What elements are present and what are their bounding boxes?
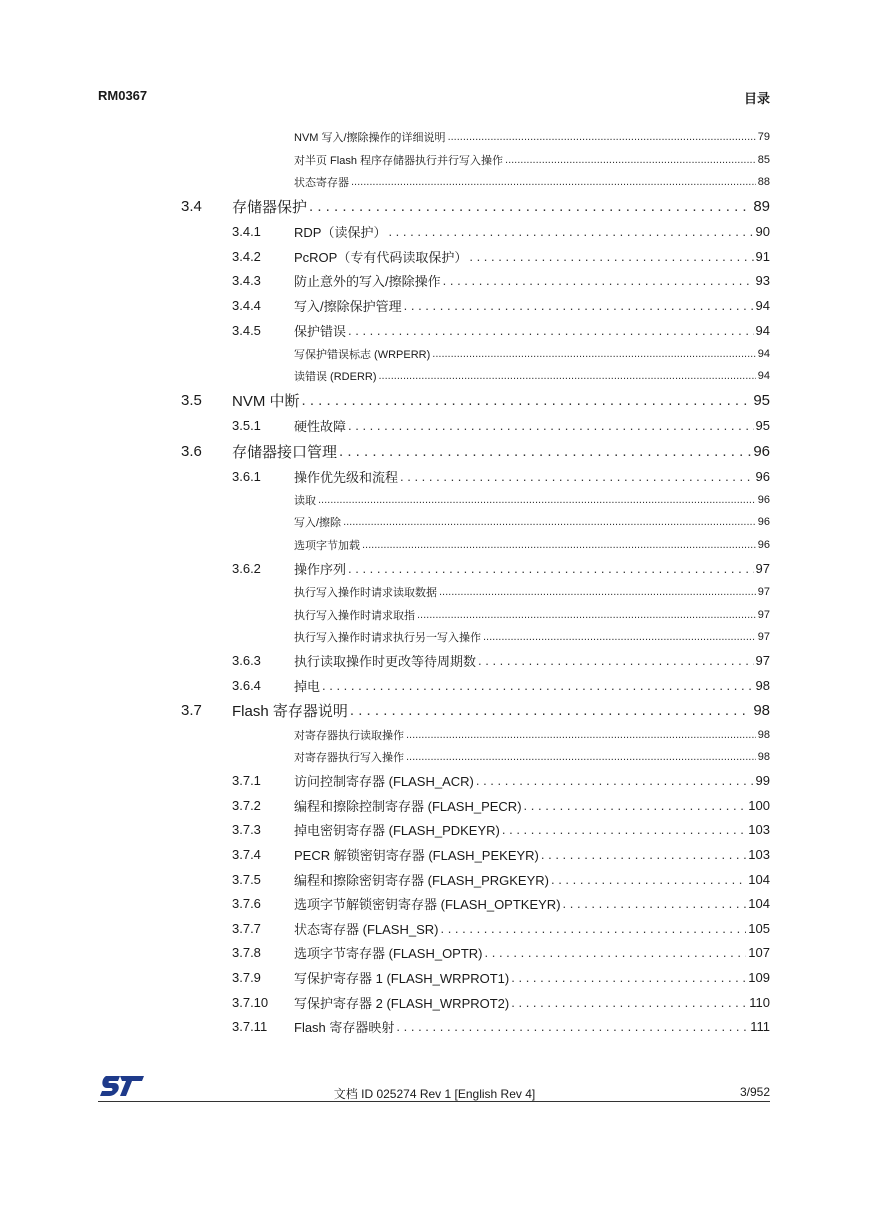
toc-entry[interactable] bbox=[0, 603, 869, 626]
toc-entry-page: 100 bbox=[748, 797, 770, 813]
dot-leader bbox=[439, 586, 756, 598]
toc-entry-page: 96 bbox=[757, 493, 770, 506]
page-indicator: 3/952 bbox=[739, 1085, 770, 1099]
document-id: RM0367 bbox=[98, 88, 148, 103]
toc-entry-title: Flash 寄存器说明 bbox=[232, 702, 348, 720]
dot-leader bbox=[478, 653, 754, 668]
toc-entry-title: NVM 中断 bbox=[232, 392, 300, 410]
toc-entry-page: 97 bbox=[755, 653, 770, 669]
toc-entry-page: 94 bbox=[757, 347, 770, 360]
toc-entry-page: 95 bbox=[753, 391, 770, 409]
footer-divider bbox=[98, 1101, 770, 1102]
toc-entry-title: 写保护错误标志 (WRPERR) bbox=[294, 348, 431, 361]
toc-entry-title: 操作优先级和流程 bbox=[294, 469, 399, 485]
toc-entry-number: 3.5 bbox=[181, 391, 202, 409]
toc-entry-title: 写保护寄存器 1 (FLASH_WRPROT1) bbox=[294, 970, 510, 986]
toc-entry-number: 3.7.5 bbox=[232, 871, 261, 887]
toc-entry-number: 3.7.11 bbox=[232, 1019, 268, 1035]
toc-entry-title: 访问控制寄存器 (FLASH_ACR) bbox=[294, 774, 474, 790]
toc-entry-page: 105 bbox=[748, 920, 770, 936]
dot-leader bbox=[343, 516, 756, 528]
toc-entry-page: 97 bbox=[755, 560, 770, 576]
toc-entry[interactable] bbox=[0, 534, 869, 557]
toc-entry-number: 3.4.3 bbox=[232, 273, 261, 289]
toc-entry-number: 3.6.1 bbox=[232, 468, 261, 484]
toc-entry-title: 状态寄存器 bbox=[294, 177, 349, 190]
toc-entry[interactable] bbox=[0, 581, 869, 604]
toc-entry-page: 110 bbox=[749, 994, 770, 1010]
toc-entry-title: 选项字节寄存器 (FLASH_OPTR) bbox=[294, 946, 483, 962]
toc-entry[interactable] bbox=[0, 746, 869, 769]
dot-leader bbox=[388, 224, 753, 239]
toc-entry[interactable] bbox=[0, 842, 869, 867]
toc-entry-number: 3.7.6 bbox=[232, 896, 261, 912]
toc-entry-number: 3.7.8 bbox=[232, 945, 261, 961]
toc-entry-title: 写入/擦除保护管理 bbox=[294, 299, 402, 315]
toc-entry-page: 97 bbox=[757, 608, 770, 621]
dot-leader bbox=[379, 370, 756, 382]
toc-entry[interactable] bbox=[0, 768, 869, 793]
toc-entry-page: 94 bbox=[755, 298, 770, 314]
toc-entry-number: 3.6.4 bbox=[232, 677, 261, 693]
toc-entry-page: 107 bbox=[748, 945, 770, 961]
toc-entry[interactable] bbox=[0, 723, 869, 746]
toc-entry-title: 读错误 (RDERR) bbox=[294, 371, 377, 384]
toc-entry-page: 98 bbox=[755, 677, 770, 693]
toc-entry[interactable] bbox=[0, 626, 869, 649]
toc-entry-title: 对寄存器执行写入操作 bbox=[294, 752, 404, 765]
toc-entry-title: 掉电 bbox=[294, 678, 321, 694]
toc-entry-number: 3.7 bbox=[181, 701, 202, 719]
toc-entry-title: 选项字节加载 bbox=[294, 539, 360, 552]
toc-entry-page: 91 bbox=[755, 248, 770, 264]
dot-leader bbox=[400, 469, 754, 484]
toc-entry[interactable] bbox=[0, 126, 869, 149]
toc-entry-page: 104 bbox=[748, 871, 770, 887]
toc-entry-page: 96 bbox=[757, 538, 770, 551]
toc-entry[interactable] bbox=[0, 891, 869, 916]
toc-entry[interactable] bbox=[0, 220, 869, 245]
toc-entry-title: 掉电密钥寄存器 (FLASH_PDKEYR) bbox=[294, 823, 500, 839]
toc-entry-title: 执行读取操作时更改等待周期数 bbox=[294, 654, 477, 670]
dot-leader bbox=[476, 773, 754, 788]
toc-entry[interactable] bbox=[0, 413, 869, 438]
toc-entry-page: 104 bbox=[748, 896, 770, 912]
toc-entry[interactable] bbox=[0, 941, 869, 966]
toc-entry-title: PECR 解锁密钥寄存器 (FLASH_PEKEYR) bbox=[294, 848, 539, 864]
toc-entry[interactable] bbox=[0, 318, 869, 343]
toc-entry-page: 103 bbox=[748, 822, 770, 838]
dot-leader bbox=[511, 995, 747, 1010]
toc-entry-title: 执行写入操作时请求读取数据 bbox=[294, 587, 437, 599]
dot-leader bbox=[551, 872, 746, 887]
dot-leader bbox=[485, 945, 747, 960]
toc-entry[interactable] bbox=[0, 387, 869, 413]
toc-entry-number: 3.6 bbox=[181, 442, 202, 460]
toc-entry-title: 保护错误 bbox=[294, 323, 347, 339]
toc-entry-title: RDP（读保护） bbox=[294, 225, 387, 241]
dot-leader bbox=[443, 273, 754, 288]
dot-leader bbox=[502, 822, 746, 837]
toc-entry-title: 状态寄存器 (FLASH_SR) bbox=[294, 921, 439, 937]
toc-entry-title: 存储器接口管理 bbox=[232, 443, 338, 461]
dot-leader bbox=[505, 154, 756, 166]
toc-entry[interactable] bbox=[0, 990, 869, 1015]
toc-entry[interactable] bbox=[0, 171, 869, 194]
toc-entry-page: 90 bbox=[755, 224, 770, 240]
toc-entry-number: 3.7.3 bbox=[232, 822, 261, 838]
toc-entry[interactable] bbox=[0, 293, 869, 318]
toc-entry[interactable] bbox=[0, 194, 869, 220]
toc-entry-title: 执行写入操作时请求取指 bbox=[294, 609, 415, 622]
toc-entry-page: 88 bbox=[757, 176, 770, 189]
toc-entry-page: 94 bbox=[757, 370, 770, 383]
toc-entry[interactable] bbox=[0, 149, 869, 172]
dot-leader bbox=[348, 418, 754, 433]
toc-entry-title: 对寄存器执行读取操作 bbox=[294, 729, 404, 742]
toc-entry-page: 98 bbox=[757, 751, 770, 764]
dot-leader bbox=[322, 678, 754, 693]
toc-entry[interactable] bbox=[0, 867, 869, 892]
toc-entry-page: 93 bbox=[755, 273, 770, 289]
toc-entry-page: 98 bbox=[753, 701, 770, 719]
dot-leader bbox=[432, 348, 755, 360]
toc-entry-title: 操作序列 bbox=[294, 561, 347, 577]
dot-leader bbox=[339, 443, 751, 460]
toc-entry[interactable] bbox=[0, 648, 869, 673]
toc-entry-page: 85 bbox=[757, 153, 770, 166]
toc-entry[interactable] bbox=[0, 464, 869, 489]
toc-entry-title: 写保护寄存器 2 (FLASH_WRPROT2) bbox=[294, 995, 510, 1011]
toc-entry-title: PcROP（专有代码读取保护） bbox=[294, 249, 468, 265]
toc-entry-number: 3.4.5 bbox=[232, 322, 261, 338]
dot-leader bbox=[350, 702, 751, 719]
dot-leader bbox=[406, 751, 756, 763]
toc-entry-page: 95 bbox=[755, 418, 770, 434]
toc-entry-number: 3.4.1 bbox=[232, 224, 261, 240]
toc-entry[interactable] bbox=[0, 511, 869, 534]
toc-entry[interactable] bbox=[0, 916, 869, 941]
toc-entry-number: 3.4 bbox=[181, 198, 202, 215]
toc-entry[interactable] bbox=[0, 965, 869, 990]
toc-entry-title: 编程和擦除控制寄存器 (FLASH_PECR) bbox=[294, 798, 522, 814]
dot-leader bbox=[440, 921, 746, 936]
toc-entry[interactable] bbox=[0, 818, 869, 843]
dot-leader bbox=[302, 392, 752, 409]
toc-entry-title: 防止意外的写入/擦除操作 bbox=[294, 274, 441, 290]
dot-leader bbox=[469, 249, 753, 264]
toc-entry-title: 写入/擦除 bbox=[294, 517, 342, 530]
dot-leader bbox=[417, 609, 756, 621]
toc-entry-title: NVM 写入/擦除操作的详细说明 bbox=[294, 132, 446, 145]
dot-leader bbox=[348, 561, 754, 576]
dot-leader bbox=[404, 298, 754, 313]
toc-entry[interactable] bbox=[0, 673, 869, 698]
toc-entry-title: 硬性故障 bbox=[294, 419, 347, 435]
toc-entry-page: 97 bbox=[757, 586, 770, 598]
toc-entry-page: 109 bbox=[748, 969, 770, 985]
toc-entry-title: Flash 寄存器映射 bbox=[294, 1020, 395, 1036]
toc-entry-page: 96 bbox=[753, 442, 770, 460]
dot-leader bbox=[448, 131, 756, 143]
toc-entry-number: 3.7.1 bbox=[232, 773, 261, 789]
document-reference: 文档 ID 025274 Rev 1 [English Rev 4] bbox=[333, 1087, 536, 1101]
toc-entry-title: 存储器保护 bbox=[232, 199, 308, 216]
toc-entry[interactable] bbox=[0, 1014, 869, 1039]
toc-entry-number: 3.7.10 bbox=[232, 994, 269, 1010]
dot-leader bbox=[318, 494, 756, 506]
toc-entry-title: 执行写入操作时请求执行另一写入操作 bbox=[294, 632, 481, 644]
toc-entry[interactable] bbox=[0, 438, 869, 464]
toc-entry-number: 3.4.4 bbox=[232, 298, 261, 314]
toc-entry-number: 3.6.2 bbox=[232, 560, 261, 576]
toc-entry-page: 94 bbox=[755, 322, 770, 338]
toc-entry-number: 3.6.3 bbox=[232, 653, 261, 669]
toc-entry-title: 选项字节解锁密钥寄存器 (FLASH_OPTKEYR) bbox=[294, 897, 561, 913]
toc-entry[interactable] bbox=[0, 489, 869, 512]
toc-entry[interactable] bbox=[0, 365, 869, 388]
toc-entry-page: 98 bbox=[757, 728, 770, 741]
toc-entry-number: 3.7.7 bbox=[232, 920, 261, 936]
toc-entry-number: 3.7.9 bbox=[232, 969, 261, 985]
toc-entry-page: 96 bbox=[757, 516, 770, 529]
toc-entry-title: 编程和擦除密钥寄存器 (FLASH_PRGKEYR) bbox=[294, 872, 549, 888]
toc-entry-page: 79 bbox=[757, 131, 770, 144]
toc-entry-title: 读取 bbox=[294, 494, 316, 507]
dot-leader bbox=[511, 970, 746, 985]
dot-leader bbox=[309, 198, 751, 215]
dot-leader bbox=[348, 323, 754, 338]
toc-entry-page: 99 bbox=[755, 773, 770, 789]
toc-entry-number: 3.7.2 bbox=[232, 797, 261, 813]
dot-leader bbox=[483, 631, 756, 643]
toc-entry-title: 对半页 Flash 程序存储器执行并行写入操作 bbox=[294, 154, 504, 167]
section-title: 目录 bbox=[743, 91, 770, 106]
toc-entry-number: 3.4.2 bbox=[232, 248, 261, 264]
toc-entry-number: 3.5.1 bbox=[232, 418, 261, 434]
toc-entry-page: 111 bbox=[750, 1019, 770, 1035]
toc-entry[interactable] bbox=[0, 244, 869, 269]
toc-entry[interactable] bbox=[0, 697, 869, 723]
dot-leader bbox=[396, 1019, 748, 1034]
toc-entry-page: 89 bbox=[753, 198, 770, 215]
dot-leader bbox=[524, 798, 747, 813]
dot-leader bbox=[541, 847, 746, 862]
dot-leader bbox=[351, 176, 756, 188]
dot-leader bbox=[563, 896, 747, 911]
toc-entry[interactable] bbox=[0, 556, 869, 581]
table-of-contents bbox=[0, 126, 869, 1039]
toc-entry[interactable] bbox=[0, 269, 869, 294]
toc-entry[interactable] bbox=[0, 342, 869, 365]
toc-entry-number: 3.7.4 bbox=[232, 847, 261, 863]
dot-leader bbox=[362, 539, 756, 551]
dot-leader bbox=[406, 729, 756, 741]
toc-entry[interactable] bbox=[0, 793, 869, 818]
toc-entry-page: 103 bbox=[748, 847, 770, 863]
toc-entry-page: 96 bbox=[755, 468, 770, 484]
toc-entry-page: 97 bbox=[757, 631, 770, 643]
